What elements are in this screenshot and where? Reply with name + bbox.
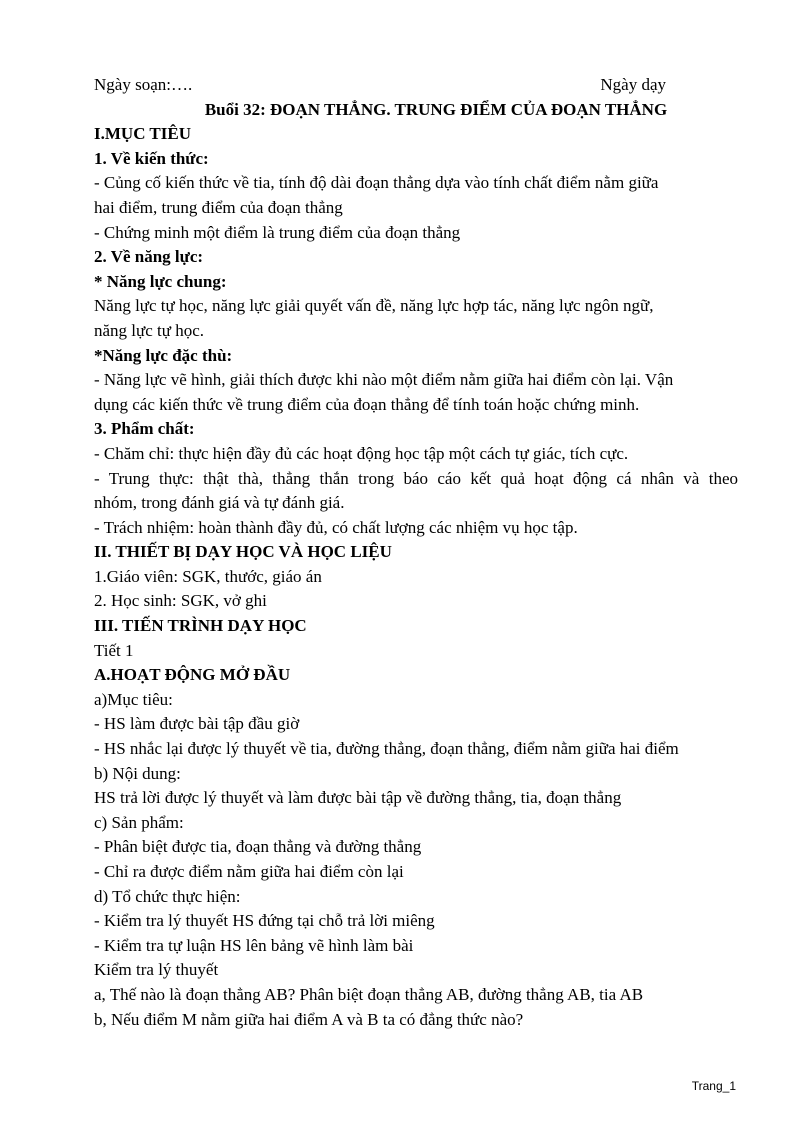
- teach-date: Ngày dạy: [600, 75, 666, 94]
- page-number: Trang_1: [691, 1079, 736, 1093]
- ability-heading: 2. Về năng lực:: [94, 247, 204, 267]
- knowledge-line-3: - Chứng minh một điểm là trung điểm của đoạn thẳng: [94, 222, 461, 242]
- section-equipment-heading: II. THIẾT BỊ DẠY HỌC VÀ HỌC LIỆU: [94, 542, 392, 562]
- equipment-student: 2. Học sinh: SGK, vở ghi: [94, 591, 267, 611]
- general-ability-heading: * Năng lực chung:: [94, 271, 227, 291]
- knowledge-line-2: hai điểm, trung điểm của đoạn thẳng: [94, 197, 343, 217]
- equipment-teacher: 1.Giáo viên: SGK, thước, giáo án: [94, 566, 322, 586]
- product-line-2: - Chỉ ra được điểm nằm giữa hai điểm còn lại: [94, 862, 404, 881]
- theory-check-label: Kiểm tra lý thuyết: [94, 960, 219, 980]
- goal-line-2: - HS nhắc lại được lý thuyết về tia, đường thẳng, đoạn thẳng, điểm nằm giữa hai điểm: [94, 739, 679, 759]
- quality-heading: 3. Phẩm chất:: [94, 419, 195, 439]
- page-content: [94, 73, 738, 1032]
- section-process-heading: III. TIẾN TRÌNH DẠY HỌC: [94, 616, 307, 636]
- header-row: [94, 73, 738, 98]
- general-ability-line-2: năng lực tự học.: [94, 320, 205, 340]
- quality-line-1: - Chăm chỉ: thực hiện đầy đủ các hoạt động học tập một cách tự giác, tích cực.: [94, 443, 629, 463]
- section-objectives-heading: I.MỤC TIÊU: [94, 124, 191, 144]
- question-b: b, Nếu điểm M nằm giữa hai điểm A và B ta có đẳng thức nào?: [94, 1009, 524, 1029]
- general-ability-line-1: Năng lực tự học, năng lực giải quyết vấn đề, năng lực hợp tác, năng lực ngôn ngữ,: [94, 296, 654, 316]
- opening-activity-heading: A.HOẠT ĐỘNG MỞ ĐẦU: [94, 665, 291, 685]
- lesson-title: Buổi 32: ĐOẠN THẲNG. TRUNG ĐIỂM CỦA ĐOẠN THẲNG: [204, 99, 668, 119]
- period-label: Tiết 1: [94, 640, 134, 660]
- specific-ability-line-1: - Năng lực vẽ hình, giải thích được khi nào một điểm nằm giữa hai điểm còn lại. Vận: [94, 370, 674, 390]
- organization-label: d) Tổ chức thực hiện:: [94, 886, 241, 906]
- goal-line-1: - HS làm được bài tập đầu giờ: [94, 714, 300, 734]
- goal-label: a)Mục tiêu:: [94, 689, 173, 709]
- quality-line-3: nhóm, trong đánh giá và tự đánh giá.: [94, 493, 345, 513]
- quality-line-2: - Trung thực: thật thà, thẳng thắn trong báo cáo kết quả hoạt động cá nhân và theo: [94, 468, 738, 488]
- organization-line-1: - Kiểm tra lý thuyết HS đứng tại chỗ trả lời miêng: [94, 911, 435, 931]
- question-a: a, Thế nào là đoạn thẳng AB? Phân biệt đoạn thẳng AB, đường thẳng AB, tia AB: [94, 984, 644, 1004]
- content-label: b) Nội dung:: [94, 763, 181, 783]
- quality-line-4: - Trách nhiệm: hoàn thành đầy đủ, có chất lượng các nhiệm vụ học tập.: [94, 517, 578, 537]
- product-label: c) Sản phẩm:: [94, 812, 184, 832]
- organization-line-2: - Kiểm tra tự luận HS lên bảng vẽ hình làm bài: [94, 935, 414, 955]
- specific-ability-heading: *Năng lực đặc thù:: [94, 345, 233, 365]
- prep-date: Ngày soạn:….: [94, 75, 193, 94]
- specific-ability-line-2: dụng các kiến thức về trung điểm của đoạn thẳng để tính toán hoặc chứng minh.: [94, 394, 640, 414]
- content-line-1: HS trả lời được lý thuyết và làm được bài tập về đường thẳng, tia, đoạn thẳng: [94, 788, 622, 808]
- knowledge-heading: 1. Về kiến thức:: [94, 148, 209, 168]
- knowledge-line-1: - Củng cố kiến thức về tia, tính độ dài đoạn thẳng dựa vào tính chất điểm nằm giữa: [94, 173, 659, 193]
- product-line-1: - Phân biệt được tia, đoạn thẳng và đường thẳng: [94, 837, 422, 857]
